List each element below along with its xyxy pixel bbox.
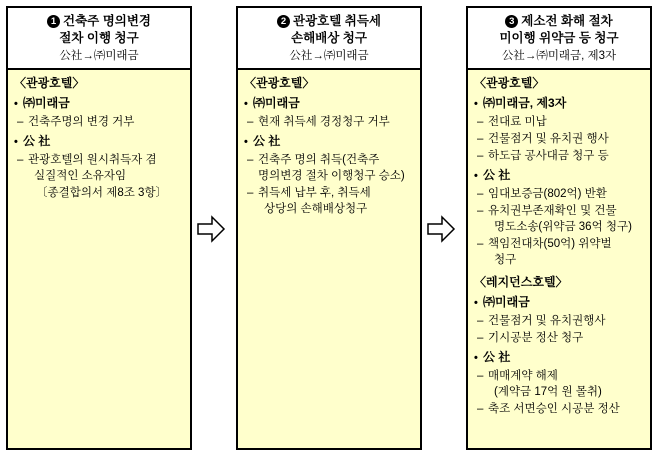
column-2-title-line1 (240, 13, 418, 30)
list-item (474, 148, 644, 164)
party-label (14, 95, 184, 113)
column-1-title-line2: 절차 이행 청구 (59, 31, 139, 45)
list-item (474, 236, 644, 268)
step-number-3-icon: 3 (505, 15, 518, 28)
party-label (244, 133, 414, 151)
list-item-text-cont: 청구 (494, 254, 517, 266)
column-1-header (8, 8, 190, 70)
list-item (14, 152, 184, 184)
list-item (474, 131, 644, 147)
list-item-text: 전대료 미납 (488, 116, 547, 128)
list-item (244, 114, 414, 130)
list-item-text: 관광호텔의 원시취득자 겸 (28, 154, 157, 166)
dash-icon: – (247, 187, 254, 199)
list-item (474, 203, 644, 235)
group-heading: 〈레지던스호텔〉 (474, 275, 568, 289)
list-item-text: 하도급 공사대금 청구 등 (488, 150, 609, 162)
list-item-text: 건물점거 및 유치권 행사 (488, 133, 609, 145)
dash-icon: – (477, 315, 484, 327)
step-number-1-icon: 1 (47, 15, 60, 28)
bullet-icon: • (244, 98, 248, 110)
list-item-text: 기시공분 정산 청구 (488, 332, 584, 344)
note-text: 〔종결합의서 제8조 3항〕 (36, 187, 168, 199)
column-1-subtitle: 公社→㈜미래금 (59, 50, 139, 62)
dash-icon: – (477, 370, 484, 382)
list-item-text-cont: 명의변경 절차 이행청구 승소) (258, 170, 405, 182)
list-item (474, 401, 644, 417)
party-name: ㈜미래금 (23, 96, 70, 110)
list-item (244, 185, 414, 217)
column-3-title-line1 (470, 13, 648, 30)
column-2-title-text1: 관광호텔 취득세 (293, 14, 381, 28)
list-item-text: 건물점거 및 유치권행사 (488, 315, 606, 327)
column-3-subtitle: 公社→㈜미래금, 제3자 (501, 50, 617, 62)
dash-icon: – (247, 116, 254, 128)
list-item-text: 매매계약 해제 (488, 370, 558, 382)
list-item-text: 유치권부존재확인 및 건물 (488, 205, 617, 217)
dash-icon: – (477, 205, 484, 217)
group-heading: 〈관광호텔〉 (14, 76, 85, 90)
bullet-icon: • (474, 297, 478, 309)
list-item-text: 임대보증금(802억) 반환 (488, 188, 607, 200)
dash-icon: – (477, 238, 484, 250)
party-label (474, 349, 644, 367)
bullet-icon: • (474, 98, 478, 110)
list-item-text-cont: (계약금 17억 원 몰취) (494, 386, 602, 398)
step-number-2-icon: 2 (277, 15, 290, 28)
party-label (474, 95, 644, 113)
arrow-right-icon-1 (196, 215, 226, 243)
list-item-text: 책임전대차(50억) 위약벌 (488, 238, 612, 250)
list-item (474, 186, 644, 202)
flow-column-3 (466, 6, 652, 450)
dash-icon: – (477, 133, 484, 145)
party-name: 公 社 (483, 350, 511, 364)
bullet-icon: • (474, 352, 478, 364)
column-3-title-line2: 미이행 위약금 등 청구 (499, 31, 619, 45)
column-2-header (238, 8, 420, 70)
bullet-icon: • (14, 136, 18, 148)
list-item-text-cont: 상당의 손해배상청구 (264, 203, 368, 215)
bullet-icon: • (474, 170, 478, 182)
group-heading: 〈관광호텔〉 (244, 76, 315, 90)
list-item-text: 건축주명의 변경 거부 (28, 116, 135, 128)
column-2-subtitle: 公社→㈜미래금 (289, 50, 369, 62)
dash-icon: – (477, 403, 484, 415)
party-name: 公 社 (483, 168, 511, 182)
party-name: ㈜미래금, 제3자 (483, 96, 567, 110)
list-item-text: 축조 서면승인 시공분 정산 (488, 403, 620, 415)
party-name: ㈜미래금 (483, 295, 530, 309)
list-item-text: 취득세 납부 후, 취득세 (258, 187, 371, 199)
column-1-body (8, 70, 190, 448)
party-label (244, 95, 414, 113)
list-item (474, 313, 644, 329)
list-item (474, 114, 644, 130)
column-1-title-text1: 건축주 명의변경 (63, 14, 151, 28)
dash-icon: – (477, 116, 484, 128)
list-item-text-cont: 실질적인 소유자임 (34, 170, 127, 182)
party-name: 公 社 (253, 134, 281, 148)
list-item-text: 건축주 명의 취득(건축주 (258, 154, 380, 166)
dash-icon: – (477, 150, 484, 162)
dash-icon: – (17, 116, 24, 128)
party-label (474, 167, 644, 185)
column-3-body (468, 70, 650, 448)
party-label (14, 133, 184, 151)
bullet-icon: • (244, 136, 248, 148)
column-3-title-text1: 제소전 화해 절차 (521, 14, 613, 28)
party-label (474, 294, 644, 312)
dash-icon: – (477, 188, 484, 200)
party-name: ㈜미래금 (253, 96, 300, 110)
list-item-text-cont: 명도소송(위약금 36억 청구) (494, 221, 632, 233)
column-2-body (238, 70, 420, 448)
list-item (474, 368, 644, 400)
bullet-icon: • (14, 98, 18, 110)
group-heading: 〈관광호텔〉 (474, 76, 545, 90)
dash-icon: – (477, 332, 484, 344)
list-item (244, 152, 414, 184)
list-item-text: 현재 취득세 경정청구 거부 (258, 116, 390, 128)
party-name: 公 社 (23, 134, 51, 148)
flow-column-1 (6, 6, 192, 450)
dash-icon: – (17, 154, 24, 166)
column-1-title-line1 (10, 13, 188, 30)
arrow-right-icon-2 (426, 215, 456, 243)
flow-column-2 (236, 6, 422, 450)
column-3-header (468, 8, 650, 70)
dash-icon: – (247, 154, 254, 166)
list-item (14, 114, 184, 130)
column-2-title-line2: 손해배상 청구 (291, 31, 367, 45)
list-item (474, 330, 644, 346)
